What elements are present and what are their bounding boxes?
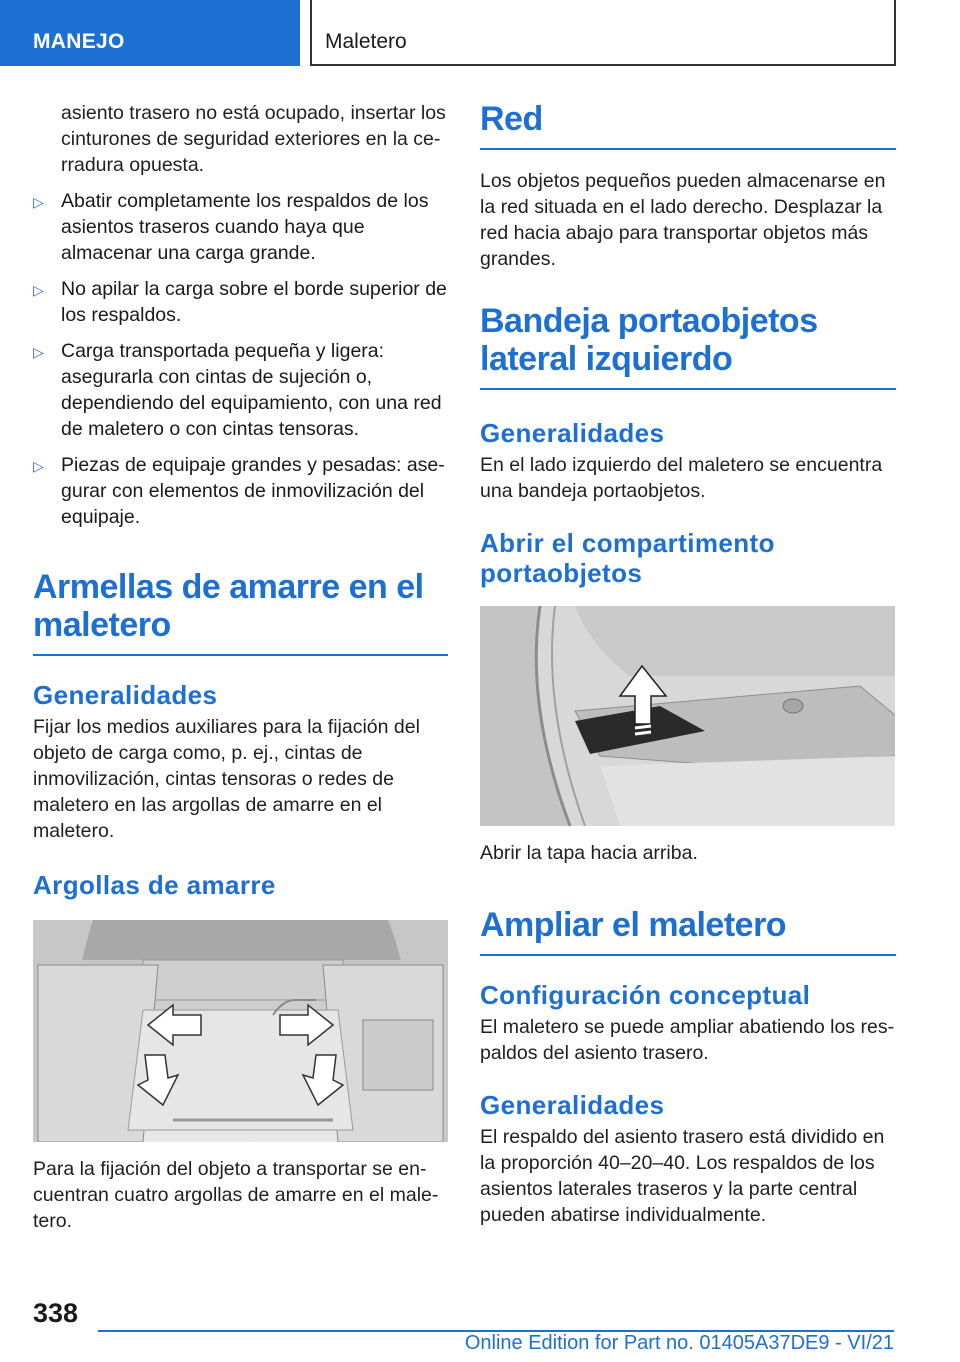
heading-red: Red — [480, 100, 896, 150]
heading-armellas: Armellas de amarre en el maletero — [33, 568, 448, 656]
trunk-lashing-eyes-image — [33, 920, 448, 1142]
configuracion-paragraph: El maletero se puede ampliar abatiendo los respaldos del asiento trasero. — [480, 1016, 895, 1064]
triangle-bullet-icon: ▷ — [33, 344, 44, 360]
heading-bandeja: Bandeja portaobjetos lateral izquierdo — [480, 302, 896, 390]
storage-compartment-image — [480, 606, 895, 826]
heading-abrir: Abrir el compartimento portaobjetos — [480, 528, 775, 588]
left-column — [33, 100, 448, 1234]
heading-generalidades-2: Generalidades — [480, 1090, 665, 1120]
bullet-list — [33, 188, 448, 530]
heading-ampliar: Ampliar el maletero — [480, 906, 896, 956]
right-column — [480, 100, 896, 1228]
heading-generalidades-1: Generalidades — [480, 418, 665, 448]
list-item: ▷ Abatir completamente los respaldos de los asientos traseros cuando haya que almacenar una carga grande. — [33, 190, 429, 264]
heading-configuracion: Configuración conceptual — [480, 980, 811, 1010]
page-number: 338 — [33, 1298, 79, 1328]
triangle-bullet-icon: ▷ — [33, 458, 44, 474]
chapter-box — [310, 0, 896, 66]
generalidades-paragraph: Fijar los medios auxiliares para la fijación del objeto de carga como, p. ej., cintas de inmovilización, cintas tensoras o redes de maletero en las argollas de amarre en el maletero. — [33, 716, 420, 842]
section-tab — [0, 0, 300, 66]
argollas-caption: Para la fijación del objeto a transportar se encuentran cuatro argollas de amarre en el maletero. — [33, 1158, 439, 1232]
triangle-bullet-icon: ▷ — [33, 282, 44, 298]
generalidades-2-paragraph: El respaldo del asiento trasero está dividido en la proporción 40–20–40. Los respaldos de los asientos laterales traseros y la parte central pueden abatirse individualmente. — [480, 1126, 885, 1226]
generalidades-1-paragraph: En el lado izquierdo del maletero se encuentra una bandeja portaobjetos. — [480, 454, 883, 502]
chapter-label: Maletero — [325, 30, 407, 53]
list-item: ▷ Piezas de equipaje grandes y pesadas: asegurar con elementos de inmovilización del equipaje. — [33, 454, 445, 528]
intro-paragraph: asiento trasero no está ocupado, insertar los cinturones de seguridad exteriores en la cerradura opuesta. — [61, 102, 446, 176]
triangle-bullet-icon: ▷ — [33, 194, 44, 210]
list-item: ▷ Carga transportada pequeña y ligera: asegurarla con cintas de sujeción o, dependiendo del equipamiento, con una red de maletero o con cintas tensoras. — [33, 340, 442, 440]
edition-note: Online Edition for Part no. 01405A37DE9 - VI/21 — [464, 1332, 894, 1354]
heading-generalidades: Generalidades — [33, 680, 218, 710]
abrir-caption: Abrir la tapa hacia arriba. — [480, 842, 698, 864]
list-item: ▷ No apilar la carga sobre el borde superior de los respaldos. — [33, 278, 447, 326]
section-label: MANEJO — [33, 30, 125, 53]
red-paragraph: Los objetos pequeños pueden almacenarse en la red situada en el lado derecho. Desplazar la red hacia abajo para transportar objetos más grandes. — [480, 170, 886, 270]
heading-argollas: Argollas de amarre — [33, 870, 276, 900]
